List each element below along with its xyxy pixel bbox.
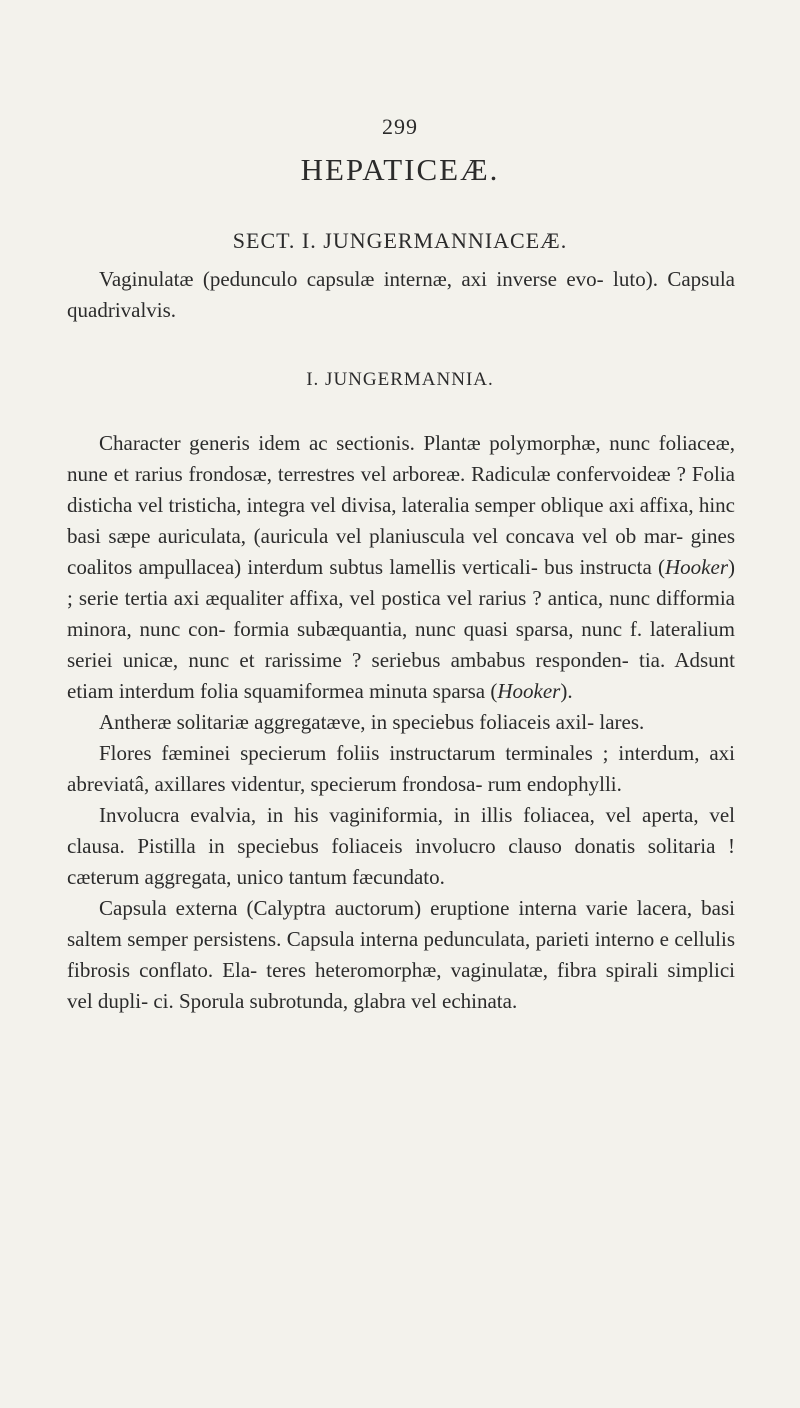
genus-title: I. JUNGERMANNIA. xyxy=(306,369,494,390)
text-segment: Capsula externa (Calyptra auctorum) eruptione interna varie lacera, basi saltem semper persistens. Capsula interna pedunculata, parieti interno e cellulis fibrosis conflato. Ela- teres heteromorphæ, vaginulatæ, fibra spirali simplici vel dupli- ci. Sporula subrotunda, glabra vel echinata. xyxy=(67,896,735,1013)
author-reference: Hooker xyxy=(665,555,728,579)
text-segment: Involucra evalvia, in his vaginiformia, in illis foliacea, vel aperta, vel clausa. Pistilla in speciebus foliaceis involucro clauso donatis solitaria ! cæterum aggregata, unico tantum fæcundato. xyxy=(67,803,735,889)
text-segment: Antheræ solitariæ aggregatæve, in speciebus foliaceis axil- lares. xyxy=(99,710,645,734)
paragraph-capsula xyxy=(67,893,735,1017)
text-segment: ). xyxy=(560,679,573,703)
paragraph-antherae xyxy=(67,707,735,738)
paragraph-flores xyxy=(67,738,735,800)
paragraph-involucra xyxy=(67,800,735,893)
author-reference: Hooker xyxy=(497,679,561,703)
section-intro: Vaginulatæ (pedunculo capsulæ internæ, axi inverse evo- luto). Capsula quadrivalvis. xyxy=(67,267,735,322)
page-title: HEPATICEÆ. xyxy=(300,152,500,187)
section-title: SECT. I. JUNGERMANNIACEÆ. xyxy=(232,228,568,253)
genus-description xyxy=(67,428,735,1017)
text-segment: ) ; serie tertia axi æqualiter affixa, vel postica vel rarius ? antica, nunc difformia minora, nunc con- formia subæquantia, nunc quasi sparsa, nunc f. lateralium seriei unicæ, nunc et rarissime ? seriebus ambabus responden- tia. Adsunt etiam interdum folia squamiformea minuta sparsa ( xyxy=(67,555,735,703)
page-number: 299 xyxy=(382,114,418,139)
text-segment: Character generis idem ac sectionis. Plantæ polymorphæ, nunc foliaceæ, nune et rarius frondosæ, terrestres vel arboreæ. Radiculæ confervoideæ ? Folia disticha vel tristicha, integra vel divisa, lateralia semper oblique axi affixa, hinc basi sæpe auriculata, (auricula vel planiuscula vel concava vel ob mar- gines coalitos ampullacea) interdum subtus lamellis verticali- bus instructa ( xyxy=(67,431,735,579)
paragraph-character xyxy=(67,428,735,707)
text-segment: Flores fæminei specierum foliis instructarum terminales ; interdum, axi abreviatâ, axillares videntur, specierum frondosa- rum endophylli. xyxy=(67,741,735,796)
